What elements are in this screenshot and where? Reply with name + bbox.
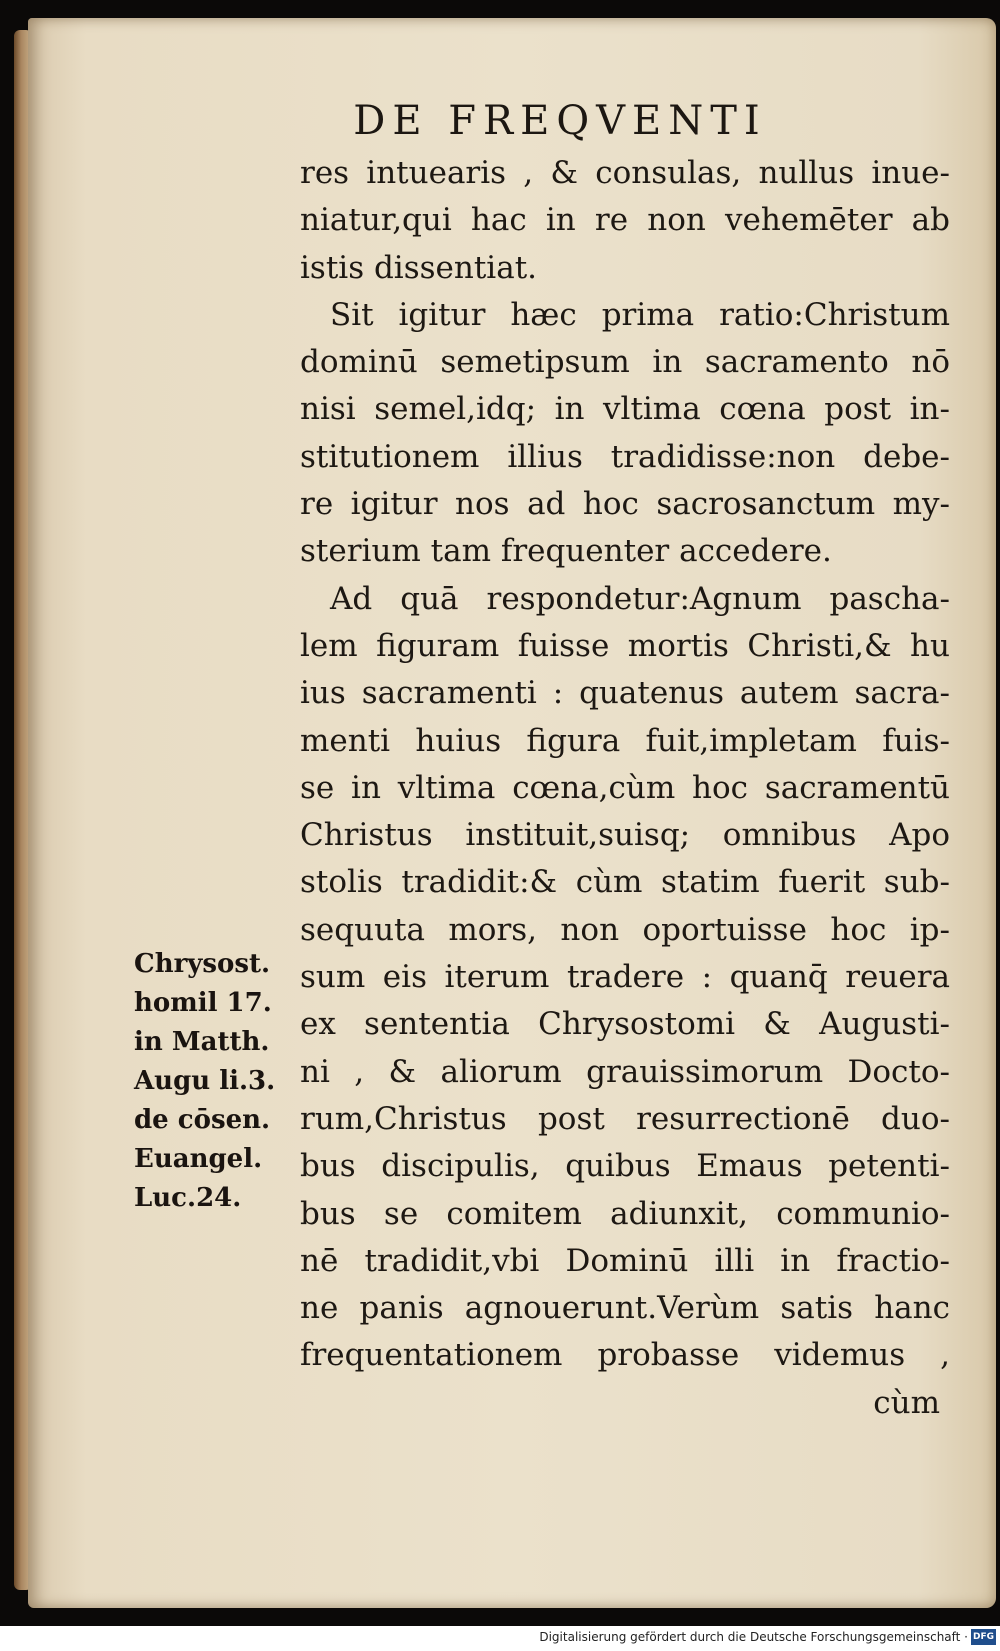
text-line: re igitur nos ad hoc sacrosanctum my- xyxy=(300,486,950,523)
text-line: sterium tam frequenter accedere. xyxy=(300,533,832,570)
margin-note: Chrysost. xyxy=(134,949,271,979)
text-line: bus discipulis, quibus Emaus petenti- xyxy=(300,1148,950,1185)
text-line: stolis tradidit:& cùm statim fuerit sub- xyxy=(300,864,950,901)
margin-note: de cōsen. xyxy=(134,1105,271,1135)
margin-note: homil 17. xyxy=(134,988,272,1018)
text-line: ex sententia Chrysostomi & Augusti- xyxy=(300,1006,950,1043)
text-line: Christus instituit,suisq; omnibus Apo xyxy=(300,817,950,854)
margin-note: Euangel. xyxy=(134,1144,263,1174)
text-line: res intuearis , & consulas, nullus inue- xyxy=(300,155,950,191)
text-line: rum,Christus post resurrectionē duo- xyxy=(300,1100,950,1137)
text-line: ni , & aliorum grauissimorum Docto- xyxy=(300,1053,950,1090)
margin-notes xyxy=(134,945,294,1218)
text-line: bus se comitem adiunxit, communio- xyxy=(300,1195,950,1232)
text-line: se in vltima cœna,cùm hoc sacramentū xyxy=(300,769,950,806)
text-line: frequentationem probasse videmus , xyxy=(300,1337,950,1374)
margin-note: Augu li.3. xyxy=(134,1066,276,1096)
text-line: nē tradidit,vbi Dominū illi in fractio- xyxy=(300,1242,950,1279)
margin-note: in Matth. xyxy=(134,1027,270,1057)
text-line: istis dissentiat. xyxy=(300,249,538,286)
margin-note: Luc.24. xyxy=(134,1183,242,1213)
text-line: ne panis agnouerunt.Verùm satis hanc xyxy=(300,1290,950,1327)
catchword: cùm xyxy=(873,1384,940,1421)
footer-credit: Digitalisierung gefördert durch die Deutsche Forschungsgemeinschaft · xyxy=(539,1630,968,1644)
text-line: niatur,qui hac in re non vehemēter ab xyxy=(300,202,950,239)
dfg-logo-icon: DFG xyxy=(971,1629,996,1645)
text-line: lem figuram fuisse mortis Christi,& hu xyxy=(300,627,950,664)
footer-bar xyxy=(0,1626,1000,1651)
text-line: stitutionem illius tradidisse:non debe- xyxy=(300,438,950,475)
running-head: DE FREQVENTI xyxy=(353,98,767,144)
text-line: Ad quā respondetur:Agnum pascha- xyxy=(330,580,950,617)
text-line: ius sacramenti : quatenus autem sacra- xyxy=(300,675,950,712)
text-line: nisi semel,idq; in vltima cœna post in- xyxy=(300,391,950,428)
text-line: Sit igitur hæc prima ratio:Christum xyxy=(330,296,950,333)
text-line: sum eis iterum tradere : quanq̄ reuera xyxy=(300,959,950,996)
text-line: sequuta mors, non oportuisse hoc ip- xyxy=(300,911,950,948)
text-line: dominū semetipsum in sacramento nō xyxy=(300,344,950,381)
body-text xyxy=(300,150,950,1427)
text-line: menti huius figura fuit,impletam fuis- xyxy=(300,722,950,759)
